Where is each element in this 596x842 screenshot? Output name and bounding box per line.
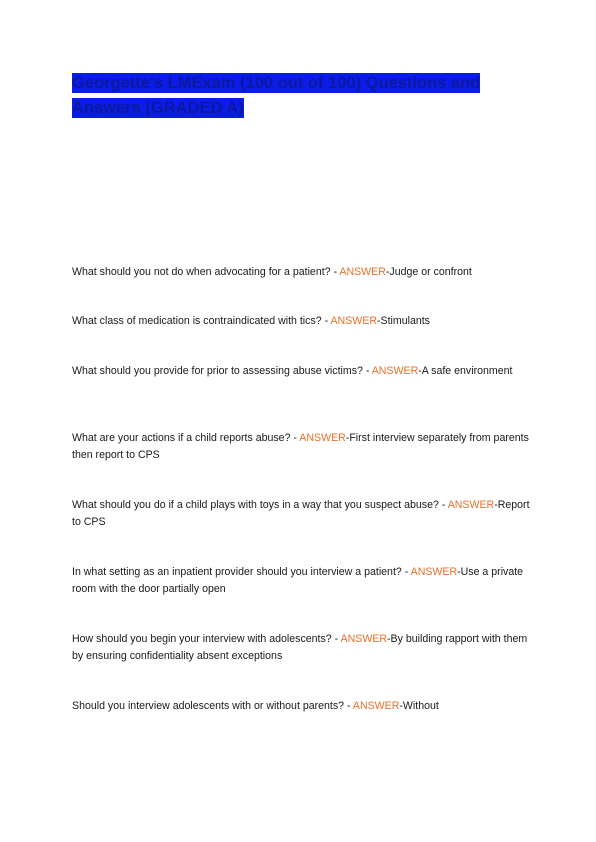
qa-item [72,631,532,665]
answer-text: -Use a private room with the door partially open [72,566,524,595]
answer-label: ANSWER [340,633,388,645]
qa-item [72,313,532,330]
qa-item [72,698,532,715]
answer-label: ANSWER [352,700,400,712]
question-text: What should you do if a child plays with toys in a way that you suspect abuse? - [72,499,448,511]
answer-label: ANSWER [410,566,458,578]
answer-text: -A safe environment [418,365,513,377]
qa-item [72,430,532,464]
answer-text: -Without [399,700,439,712]
question-text: What should you not do when advocating for a patient? - [72,266,340,278]
qa-item [72,497,532,531]
question-text: What should you provide for prior to assessing abuse victims? - [72,365,372,377]
answer-text: -Judge or confront [385,266,472,278]
question-text: Should you interview adolescents with or without parents? - [72,700,353,712]
question-text: What are your actions if a child reports abuse? - [72,432,300,444]
answer-text: -By building rapport with them by ensuring confidentiality absent exceptions [72,633,528,662]
document-title [72,71,542,121]
qa-item [72,363,532,380]
question-text: How should you begin your interview with adolescents? - [72,633,341,645]
question-text: In what setting as an inpatient provider should you interview a patient? - [72,566,411,578]
qa-item [72,564,532,598]
answer-label: ANSWER [330,315,377,327]
answer-text: -Report to CPS [72,499,530,528]
answer-label: ANSWER [299,432,346,444]
answer-label: ANSWER [339,266,386,278]
answer-text: -Stimulants [376,315,430,327]
answer-text: -First interview separately from parents then report to CPS [72,432,529,461]
question-text: What class of medication is contraindicated with tics? - [72,315,331,327]
title-highlight: Georgette's LMExam (100 out of 100) Questions and Answers (GRADED A) [72,74,481,117]
answer-label: ANSWER [371,365,419,377]
qa-item [72,264,532,281]
answer-label: ANSWER [447,499,495,511]
